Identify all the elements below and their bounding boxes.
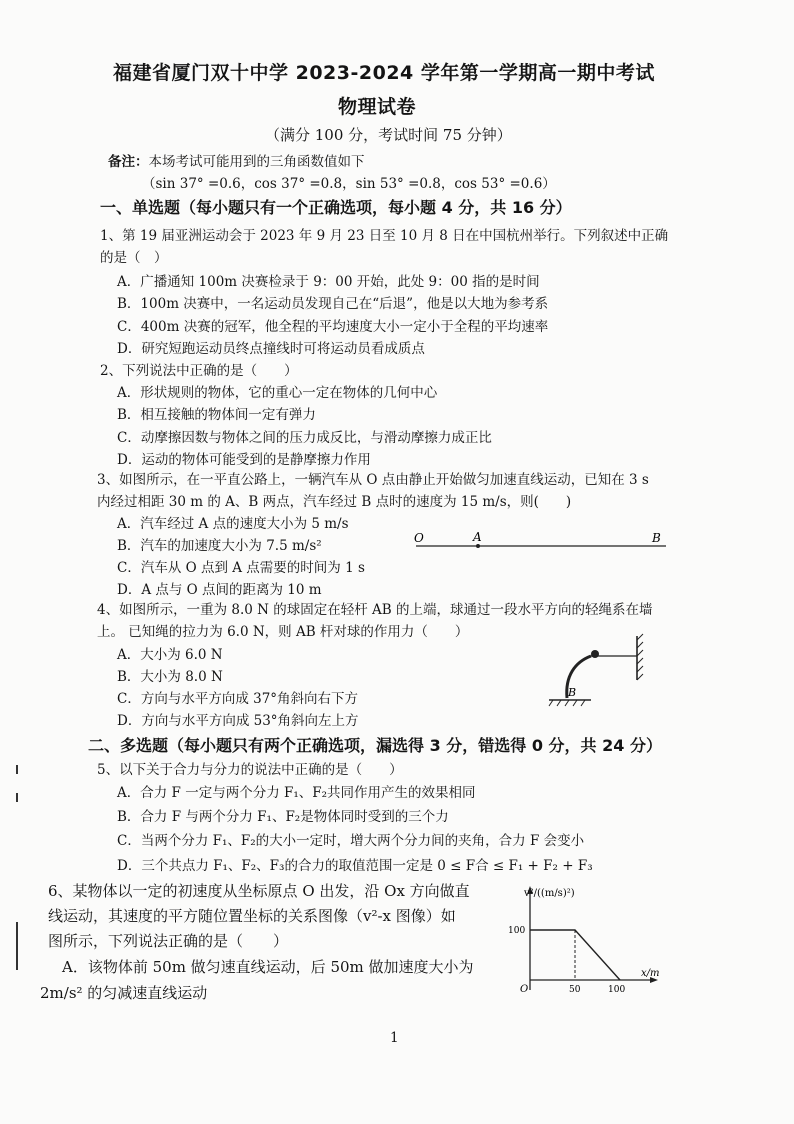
q3-option-c: C．汽车从 O 点到 A 点需要的时间为 1 s (117, 560, 365, 576)
y-tick-100: 100 (508, 926, 526, 936)
q6-v2x-graph (500, 880, 670, 998)
q6-option-a-line2: 2m/s² 的匀减速直线运动 (40, 984, 208, 1002)
q3-option-d: D．A 点与 O 点间的距离为 10 m (117, 582, 322, 598)
q5-option-a: A．合力 F 一定与两个分力 F₁、F₂共同作用产生的效果相同 (117, 785, 476, 801)
q4-option-b: B．大小为 8.0 N (117, 669, 223, 685)
x-axis-label: x/m (641, 968, 660, 979)
q5-option-d: D．三个共点力 F₁、F₂、F₃的合力的取值范围一定是 0 ≤ F合 ≤ F₁ + F₂ + F₃ (117, 858, 593, 874)
q4-line1: 4、如图所示，一重为 8.0 N 的球固定在轻杆 AB 的上端，球通过一段水平方向的轻绳系在墙 (97, 602, 653, 618)
y-axis-label: v²/((m/s)²) (524, 888, 575, 899)
q5-option-b: B．合力 F 与两个分力 F₁、F₂是物体同时受到的三个力 (117, 809, 449, 825)
page-number: 1 (390, 1030, 399, 1046)
q6-line2: 线运动，其速度的平方随位置坐标的关系图像（v²-x 图像）如 (48, 907, 456, 925)
label-b: B (652, 531, 661, 545)
margin-mark (16, 765, 18, 774)
q3-option-b: B．汽车的加速度大小为 7.5 m/s² (117, 538, 322, 554)
q2-option-c: C．动摩擦因数与物体之间的压力成反比，与滑动摩擦力成正比 (117, 430, 492, 446)
q4-line2: 上。 已知绳的拉力为 6.0 N，则 AB 杆对球的作用力（ ） (97, 624, 469, 640)
q4-option-d: D．方向与水平方向成 53°角斜向左上方 (117, 713, 359, 729)
q2-option-a: A．形状规则的物体，它的重心一定在物体的几何中心 (117, 385, 438, 401)
q1-option-a: A．广播通知 100m 决赛检录于 9：00 开始，此处 9：00 指的是时间 (117, 274, 540, 290)
section2-heading: 二、多选题（每小题只有两个正确选项，漏选得 3 分，错选得 0 分，共 24 分） (88, 736, 662, 755)
label-b: B (568, 686, 577, 699)
ground-hatching (549, 700, 585, 706)
q1-option-c: C．400m 决赛的冠军，他全程的平均速度大小一定小于全程的平均速率 (117, 319, 549, 335)
label-o: O (414, 531, 424, 545)
note (108, 150, 365, 170)
q6-option-a-line1: A．该物体前 50m 做匀速直线运动，后 50m 做加速度大小为 (62, 958, 474, 976)
section1-heading: 一、单选题（每小题只有一个正确选项，每小题 4 分，共 16 分） (100, 198, 572, 217)
q4-rod-figure (545, 632, 655, 714)
margin-mark (16, 793, 18, 802)
ball (591, 650, 599, 658)
q2-option-b: B．相互接触的物体间一定有弹力 (117, 407, 316, 423)
x-tick-100: 100 (608, 985, 626, 995)
q2-stem: 2、下列说法中正确的是（ ） (100, 363, 298, 379)
q1-line2: 的是（ ） (100, 250, 168, 266)
q3-road-figure (408, 530, 673, 558)
q3-line1: 3、如图所示，在一平直公路上，一辆汽车从 O 点由静止开始做匀加速直线运动，已知在 3 s (97, 472, 649, 488)
note-text: 本场考试可能用到的三角函数值如下 (148, 154, 365, 170)
q1-option-b: B．100m 决赛中，一名运动员发现自己在“后退”，他是以大地为参考系 (117, 296, 549, 312)
wall-hatching (637, 634, 643, 680)
q5-option-c: C．当两个分力 F₁、F₂的大小一定时，增大两个分力间的夹角，合力 F 会变小 (117, 833, 585, 849)
x-tick-50: 50 (569, 985, 581, 995)
point-a (476, 544, 480, 548)
label-a: A (473, 530, 482, 544)
q2-option-d: D．运动的物体可能受到的是静摩擦力作用 (117, 452, 371, 468)
margin-mark (16, 922, 18, 970)
origin-label: O (520, 984, 529, 995)
exam-subtitle: 物理试卷 (338, 96, 417, 118)
exam-title: 福建省厦门双十中学 2023-2024 学年第一学期高一期中考试 (113, 62, 655, 84)
q4-option-a: A．大小为 6.0 N (117, 647, 223, 663)
exam-info: （满分 100 分，考试时间 75 分钟） (265, 126, 512, 144)
q6-line1: 6、某物体以一定的初速度从坐标原点 O 出发，沿 Ox 方向做直 (48, 882, 470, 900)
q3-line2: 内经过相距 30 m 的 A、B 两点，汽车经过 B 点时的速度为 15 m/s，则( ) (97, 494, 572, 510)
q6-line3: 图所示，下列说法正确的是（ ） (48, 932, 289, 950)
q1-option-d: D．研究短跑运动员终点撞线时可将运动员看成质点 (117, 341, 425, 357)
q5-stem: 5、以下关于合力与分力的说法中正确的是（ ） (97, 762, 403, 778)
note-label: 备注： (108, 154, 149, 170)
trig-values: （sin 37° =0.6，cos 37° =0.8，sin 53° =0.8，cos 53° =0.6） (142, 176, 556, 192)
q1-line1: 1、第 19 届亚洲运动会于 2023 年 9 月 23 日至 10 月 8 日在中国杭州举行。下列叙述中正确 (100, 228, 669, 244)
q4-option-c: C．方向与水平方向成 37°角斜向右下方 (117, 691, 359, 707)
q3-option-a: A．汽车经过 A 点的速度大小为 5 m/s (117, 516, 349, 532)
